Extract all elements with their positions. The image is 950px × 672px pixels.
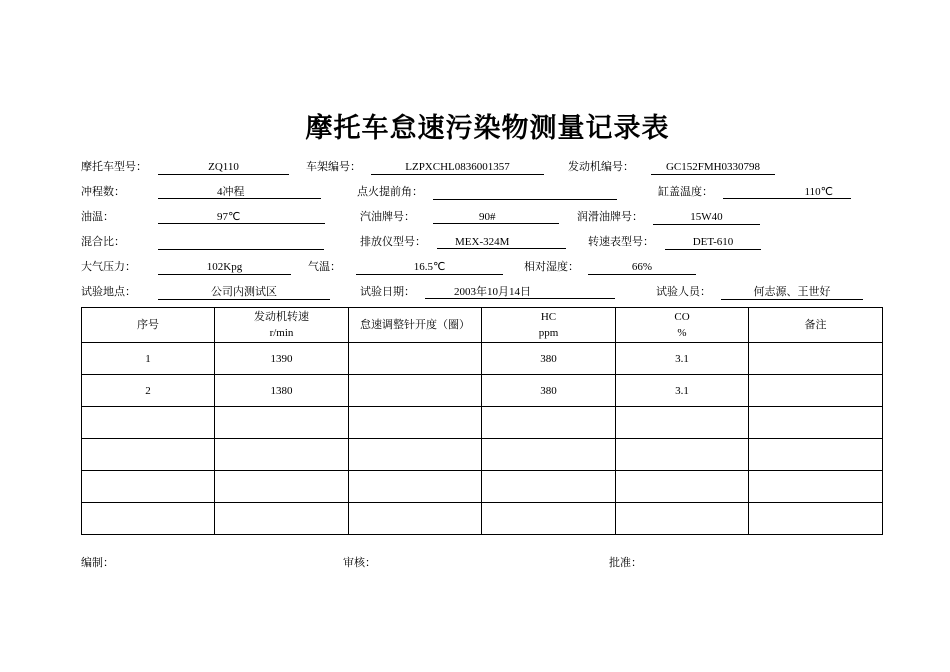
lube-field[interactable]: 15W40 [653,210,760,225]
cell-engine-speed[interactable] [215,471,349,503]
cell-no[interactable]: 1 [82,343,215,375]
cell-needle-opening[interactable] [349,439,482,471]
frame-label: 车架编号： [306,160,361,173]
cell-co[interactable]: 3.1 [616,375,749,407]
gasoline-field[interactable]: 90# [433,210,559,224]
cell-hc[interactable] [482,503,616,535]
table-header-row [82,308,883,343]
mix-field[interactable] [158,235,324,250]
staff-field[interactable]: 何志源、王世好 [721,285,863,300]
cell-needle-opening[interactable] [349,375,482,407]
cell-co[interactable] [616,407,749,439]
cell-engine-speed[interactable] [215,503,349,535]
air-temp-field[interactable]: 16.5℃ [356,260,503,275]
header-co-unit: % [677,327,687,339]
air-temp-label: 气温： [308,260,341,273]
analyzer-field[interactable]: MEX-324M [437,235,566,249]
cell-needle-opening[interactable] [349,343,482,375]
cell-hc[interactable] [482,471,616,503]
prepared-by-label: 编制： [81,556,114,569]
cell-engine-speed[interactable] [215,439,349,471]
cell-no[interactable] [82,503,215,535]
pressure-field[interactable]: 102Kpg [158,260,291,275]
cell-hc[interactable]: 380 [482,343,616,375]
oil-temp-label: 油温： [81,210,114,223]
measurement-table [81,307,883,535]
header-engine-speed-unit: r/min [269,327,294,339]
cell-needle-opening[interactable] [349,471,482,503]
date-label: 试验日期： [360,285,415,298]
header-hc-unit: ppm [538,327,559,339]
date-field[interactable]: 2003年10月14日 [425,285,615,299]
cell-hc[interactable] [482,407,616,439]
cell-engine-speed[interactable]: 1390 [215,343,349,375]
engine-no-label: 发动机编号： [568,160,634,173]
lube-label: 润滑油牌号： [577,210,643,223]
header-co-label: CO [674,311,690,323]
table-row [82,439,883,471]
cyl-temp-field[interactable]: 110℃ [723,185,851,199]
site-label: 试验地点： [81,285,136,298]
header-needle-opening: 怠速调整针开度（圈） [349,308,482,343]
cell-remark[interactable] [749,375,883,407]
cell-hc[interactable] [482,439,616,471]
engine-no-field[interactable]: GC152FMH0330798 [651,160,775,175]
cell-remark[interactable] [749,343,883,375]
cell-co[interactable]: 3.1 [616,343,749,375]
mix-label: 混合比： [81,235,125,248]
header-remark: 备注 [749,308,883,343]
cell-remark[interactable] [749,407,883,439]
table-row [82,503,883,535]
cell-no[interactable] [82,407,215,439]
humidity-field[interactable]: 66% [588,260,696,275]
header-no: 序号 [82,308,215,343]
cell-remark[interactable] [749,503,883,535]
cell-co[interactable] [616,439,749,471]
cell-no[interactable]: 2 [82,375,215,407]
cell-no[interactable] [82,439,215,471]
table-row [82,343,883,375]
stroke-field[interactable]: 4冲程 [158,185,321,199]
header-hc-label: HC [540,311,557,323]
stroke-label: 冲程数： [81,185,125,198]
cell-remark[interactable] [749,471,883,503]
analyzer-label: 排放仪型号： [360,235,426,248]
reviewed-by-label: 审核： [343,556,376,569]
pressure-label: 大气压力： [81,260,136,273]
cell-needle-opening[interactable] [349,503,482,535]
cell-needle-opening[interactable] [349,407,482,439]
ignition-field[interactable] [433,185,617,200]
cell-no[interactable] [82,471,215,503]
table-row [82,407,883,439]
tach-field[interactable]: DET-610 [665,235,761,250]
header-co [616,308,749,343]
cell-co[interactable] [616,471,749,503]
site-field[interactable]: 公司内测试区 [158,285,330,300]
oil-temp-field[interactable]: 97℃ [158,210,325,224]
model-label: 摩托车型号： [81,160,147,173]
approved-by-label: 批准： [609,556,642,569]
header-engine-speed [215,308,349,343]
cell-hc[interactable]: 380 [482,375,616,407]
header-engine-speed-label: 发动机转速 [254,310,309,323]
table-row [82,375,883,407]
tach-label: 转速表型号： [588,235,654,248]
page-title: 摩托车怠速污染物测量记录表 [305,113,670,144]
table-row [82,471,883,503]
frame-field[interactable]: LZPXCHL0836001357 [371,160,544,175]
cell-engine-speed[interactable]: 1380 [215,375,349,407]
cell-engine-speed[interactable] [215,407,349,439]
model-field[interactable]: ZQ110 [158,160,289,175]
cell-remark[interactable] [749,439,883,471]
cell-co[interactable] [616,503,749,535]
ignition-label: 点火提前角： [357,185,423,198]
staff-label: 试验人员： [656,285,711,298]
gasoline-label: 汽油牌号： [360,210,415,223]
header-hc [482,308,616,343]
cyl-temp-label: 缸盖温度： [658,185,713,198]
humidity-label: 相对湿度： [524,260,579,273]
